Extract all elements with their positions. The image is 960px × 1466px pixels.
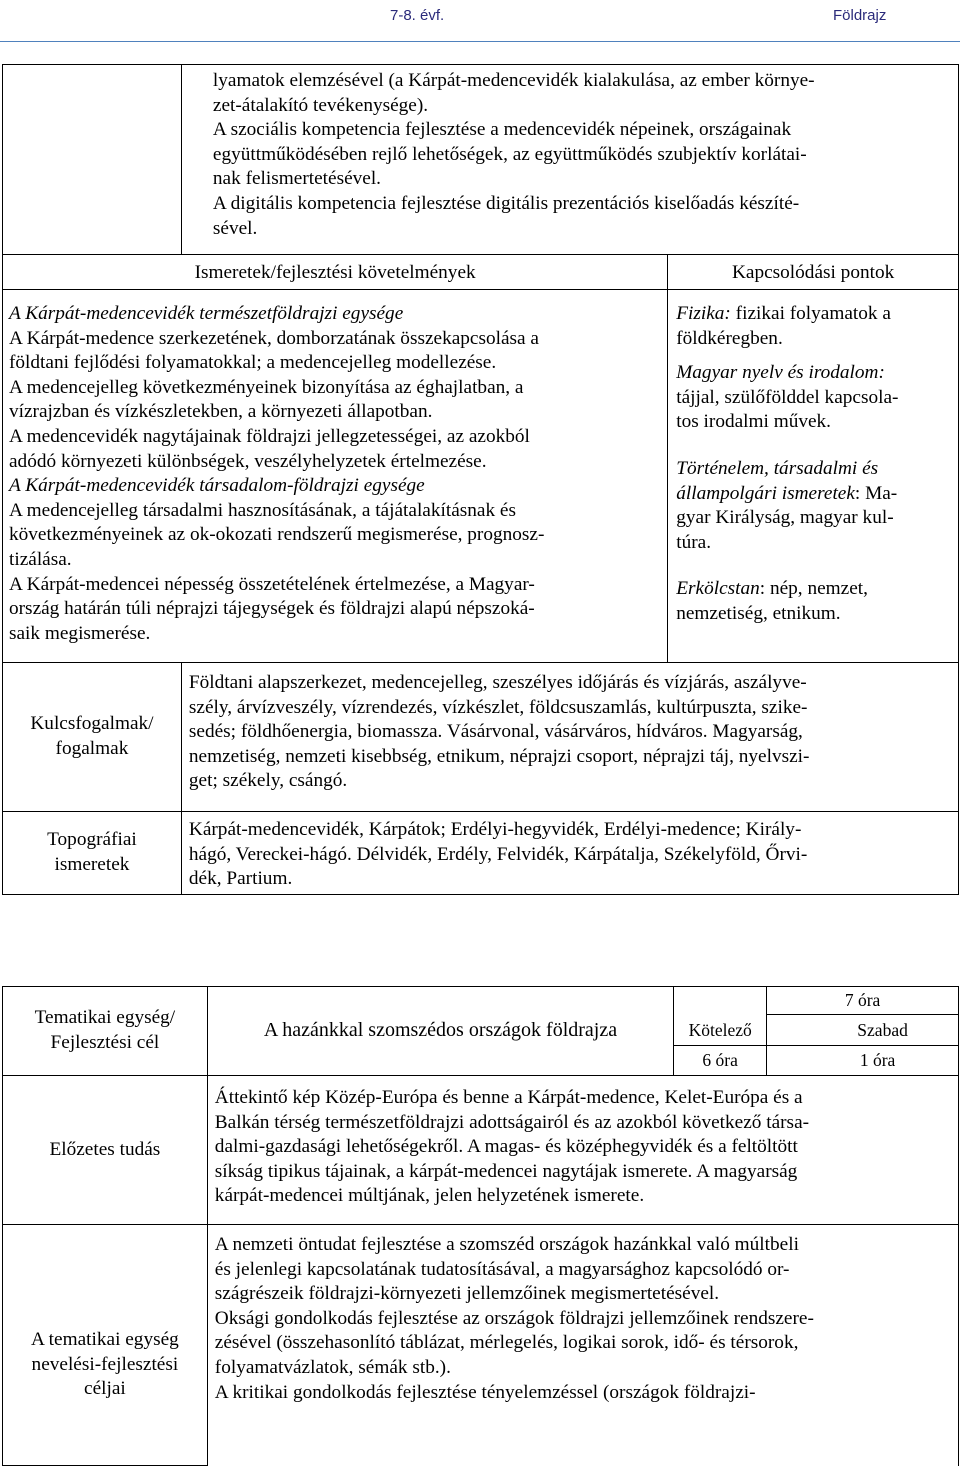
requirement-line: A medencejelleg társadalmi hasznosításának, a tájátalakításnak és bbox=[9, 499, 516, 521]
key-concepts-line: nemzetiség, nemzeti kisebbség, etnikum, néprajzi csoport, néprajzi táj, nyelvszi- bbox=[188, 745, 810, 767]
requirements-cell bbox=[3, 290, 668, 663]
topography-label-cell: Topográfiai ismeretek bbox=[3, 812, 182, 895]
key-concepts-line: get; székely, csángó. bbox=[188, 770, 348, 792]
requirement-line: földtani fejlődési folyamatokkal; a medencejelleg modellezése. bbox=[9, 352, 497, 374]
development-goal-line: A digitális kompetencia fejlesztése digitális prezentációs kiselőadás készíté- bbox=[212, 192, 800, 214]
goals-line: folyamatvázlatok, sémák stb.). bbox=[214, 1356, 451, 1378]
goals-cell bbox=[207, 1225, 958, 1466]
goals-label-cell: A tematikai egység nevelési-fejlesztési céljai bbox=[3, 1225, 208, 1466]
topography-cell bbox=[181, 812, 958, 895]
prior-knowledge-line: Balkán térség természetföldrajzi adottságairól és az azokból következő társa- bbox=[214, 1111, 810, 1133]
free-hours: 1 óra bbox=[767, 1046, 959, 1076]
free-label: Szabad bbox=[767, 1015, 959, 1046]
key-concepts-line: sedés; földhőenergia, biomassza. Vásárvonal, vásárváros, hídváros. Magyarság, bbox=[188, 721, 803, 743]
connection-physics: Fizika: fizikai folyamatok a bbox=[676, 303, 891, 324]
requirements-header-label: Ismeretek/fejlesztési követelmények bbox=[194, 261, 476, 283]
total-hours: 7 óra bbox=[767, 987, 959, 1015]
header-grade: 7-8. évf. bbox=[390, 7, 445, 24]
prior-knowledge-line: síkság tipikus tájainak, a kárpát-medencei nagytájak ismerete. A magyarság bbox=[214, 1160, 798, 1182]
requirement-line: A Kárpát-medencevidék társadalom-földrajzi egysége bbox=[9, 475, 425, 497]
requirement-line: következményeinek az ok-okozati rendszerű megismerése, prognosz- bbox=[9, 524, 545, 546]
curriculum-table-1 bbox=[2, 64, 959, 895]
unit-title: A hazánkkal szomszédos országok földrajza bbox=[263, 1019, 618, 1042]
goals-line: Oksági gondolkodás fejlesztése az országok földrajzi jellemzőinek rendszere- bbox=[214, 1307, 814, 1329]
goals-line: A kritikai gondolkodás fejlesztése tényelemzéssel (országok földrajzi- bbox=[214, 1381, 756, 1403]
requirement-line: A medencevidék nagytájainak földrajzi jellegzetességei, az azokból bbox=[9, 425, 530, 447]
connections-header bbox=[668, 255, 959, 290]
topography-line: hágó, Vereckei-hágó. Délvidék, Erdély, Felvidék, Kárpátalja, Székelyföld, Őrvi- bbox=[188, 843, 808, 865]
header-rule bbox=[0, 41, 960, 42]
top-left-blank-cell bbox=[3, 65, 182, 255]
key-concepts-line: Földtani alapszerkezet, medencejelleg, szeszélyes időjárás és vízjárás, aszályve- bbox=[188, 672, 807, 693]
requirement-line: vízrajzban és vízkészletekben, a környezeti állapotban. bbox=[9, 401, 433, 423]
development-goal-line: nak felismertetésével. bbox=[212, 168, 382, 190]
requirement-line: A medencejelleg következményeinek bizonyítása az éghajlatban, a bbox=[9, 376, 524, 398]
mandatory-label: Kötelező bbox=[674, 1015, 767, 1046]
development-goal-line: zet-átalakító tevékenysége). bbox=[212, 94, 429, 116]
key-concepts-line: szély, árvízveszély, vízrendezés, vízkészlet, földcsuszamlás, kultúrpuszta, szike- bbox=[188, 696, 808, 718]
prior-knowledge-line: dalmi-gazdasági lehetőségekről. A magas- és középhegyvidék és a feltöltött bbox=[214, 1136, 798, 1158]
topography-line: Kárpát-medencevidék, Kárpátok; Erdélyi-hegyvidék, Erdélyi-medence; Király- bbox=[188, 819, 802, 840]
connections-cell: Fizika: fizikai folyamatok a földkéregben. Magyar nyelv és irodalom: tájjal, szülőfölddel kapcsola- tos irodalmi művek. Történelem, társadalmi és állampolgári ismeretek: Ma- gyar Királyság, magyar kul- túra. Erkölcstan: nép, nemzet, nemzetiség, etnikum. bbox=[668, 290, 959, 663]
topography-line: dék, Partium. bbox=[188, 868, 293, 890]
header-subject: Földrajz bbox=[833, 7, 887, 24]
hours-spacer bbox=[674, 987, 767, 1015]
development-goal-line: sével. bbox=[212, 217, 258, 239]
requirement-line: ország határán túli néprajzi tájegységek és földrajzi alapú népszoká- bbox=[9, 598, 535, 620]
requirement-line: tizálása. bbox=[9, 548, 72, 570]
unit-title-cell bbox=[207, 987, 673, 1076]
requirement-line: A Kárpát-medence szerkezetének, domborzatának összekapcsolása a bbox=[9, 327, 539, 349]
prior-knowledge-line: Áttekintő kép Közép-Európa és benne a Kárpát-medence, Kelet-Európa és a bbox=[214, 1087, 803, 1108]
unit-label-cell: Tematikai egység/ Fejlesztési cél bbox=[3, 987, 208, 1076]
curriculum-table-2 bbox=[2, 986, 959, 1466]
connection-history: Történelem, társadalmi és bbox=[676, 457, 879, 479]
goals-line: és jelenlegi kapcsolatának tudatosításával, a magyarsághoz kapcsolódó or- bbox=[214, 1258, 790, 1280]
page-header bbox=[0, 0, 960, 30]
connection-ethics: Erkölcstan: nép, nemzet, bbox=[676, 578, 868, 600]
development-goal-line: A szociális kompetencia fejlesztése a medencevidék népeinek, országainak bbox=[212, 119, 792, 141]
requirement-line: adódó környezeti különbségek, veszélyhelyzetek értelmezése. bbox=[9, 450, 487, 472]
development-goals-cell bbox=[181, 65, 958, 255]
mandatory-hours: 6 óra bbox=[674, 1046, 767, 1076]
requirement-line: A Kárpát-medencevidék természetföldrajzi egysége bbox=[9, 303, 404, 324]
goals-line: szágrészeik földrajzi-környezeti jellemzőinek megismertetésével. bbox=[214, 1283, 720, 1305]
prior-knowledge-line: kárpát-medencei múltjának, jelen helyzetének ismerete. bbox=[214, 1185, 645, 1207]
development-goal-line: lyamatok elemzésével (a Kárpát-medencevidék kialakulása, az ember környe- bbox=[212, 70, 815, 91]
key-concepts-cell bbox=[181, 663, 958, 812]
goals-line: zésével (összehasonlító táblázat, mérlegelés, logikai sorok, idő- és térsorok, bbox=[214, 1332, 799, 1354]
development-goal-line: együttműködésében rejlő lehetőségek, az együttműködés szubjektív korlátai- bbox=[212, 143, 807, 165]
connection-literature: Magyar nyelv és irodalom: bbox=[676, 362, 885, 384]
prior-knowledge-cell bbox=[207, 1076, 958, 1225]
prior-knowledge-label-cell: Előzetes tudás bbox=[3, 1076, 208, 1225]
connections-header-label: Kapcsolódási pontok bbox=[731, 261, 895, 283]
requirement-line: saik megismerése. bbox=[9, 622, 151, 644]
requirement-line: A Kárpát-medencei népesség összetételének értelmezése, a Magyar- bbox=[9, 573, 535, 595]
key-concepts-label-cell: Kulcsfogalmak/ fogalmak bbox=[3, 663, 182, 812]
goals-line: A nemzeti öntudat fejlesztése a szomszéd országok hazánkkal való múltbeli bbox=[214, 1234, 799, 1255]
requirements-header bbox=[3, 255, 668, 290]
